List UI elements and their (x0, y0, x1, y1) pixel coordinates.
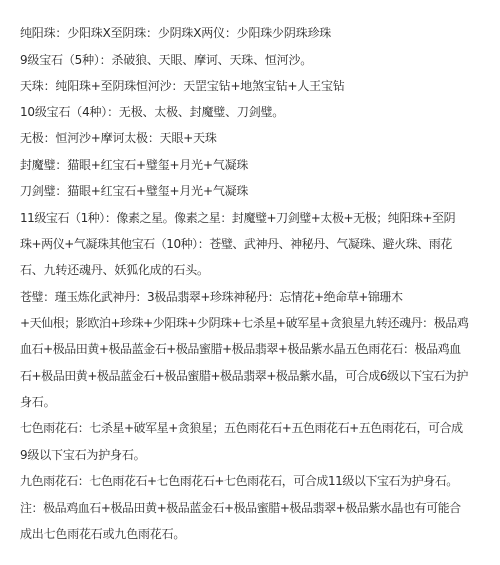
text-line: 9级以下宝石为护身石。 (20, 448, 146, 462)
text-line: 纯阳珠：少阳珠X至阴珠：少阴珠X两仪：少阳珠少阴珠珍珠 (20, 26, 332, 40)
text-line: 七色雨花石：七杀星+破军星+贪狼星；五色雨花石+五色雨花石+五色雨花石，可合成 (20, 421, 463, 435)
text-line: 无极：恒河沙+摩诃太极：天眼+天珠 (20, 131, 217, 145)
text-line: 苍璧：瑾玉炼化武神丹：3极品翡翠+珍珠神秘丹：忘情花+绝命草+锦珊木 (20, 290, 403, 304)
text-line: 9级宝石（5种）：杀破狼、天眼、摩诃、天珠、恒河沙。 (20, 53, 313, 67)
text-line: 11级宝石（1种）：像素之星。像素之星：封魔璧+刀剑璧+太极+无极；纯阳珠+至阴 (20, 211, 456, 225)
text-line: 身石。 (20, 395, 56, 409)
text-line: 珠+两仪+气凝珠其他宝石（10种）：苍璧、武神丹、神秘丹、气凝珠、避火珠、雨花 (20, 237, 452, 251)
text-line: 刀剑璧：猫眼+红宝石+璧玺+月光+气凝珠 (20, 184, 249, 198)
text-line: 石+极品田黄+极品蓝金石+极品蜜腊+极品翡翠+极品紫水晶，可合成6级以下宝石为护 (20, 369, 468, 383)
text-line: 血石+极品田黄+极品蓝金石+极品蜜腊+极品翡翠+极品紫水晶五色雨花石：极品鸡血 (20, 342, 461, 356)
text-line: 九色雨花石：七色雨花石+七色雨花石+七色雨花石，可合成11级以下宝石为护身石。 (20, 474, 458, 488)
text-line: 注：极品鸡血石+极品田黄+极品蓝金石+极品蜜腊+极品翡翠+极品紫水晶也有可能合 (20, 501, 461, 515)
text-line: +天仙根；影欧泊+珍珠+少阳珠+少阴珠+七杀星+破军星+贪狼星九转还魂丹：极品鸡 (20, 316, 469, 330)
text-line: 天珠：纯阳珠+至阴珠恒河沙：天罡宝钻+地煞宝钻+人王宝钻 (20, 79, 345, 93)
text-line: 成出七色雨花石或九色雨花石。 (20, 527, 186, 541)
text-line: 封魔璧：猫眼+红宝石+璧玺+月光+气凝珠 (20, 158, 249, 172)
text-line: 石、九转还魂丹、妖狐化成的石头。 (20, 263, 209, 277)
text-line: 10级宝石（4种）：无极、太极、封魔璧、刀剑璧。 (20, 105, 285, 119)
